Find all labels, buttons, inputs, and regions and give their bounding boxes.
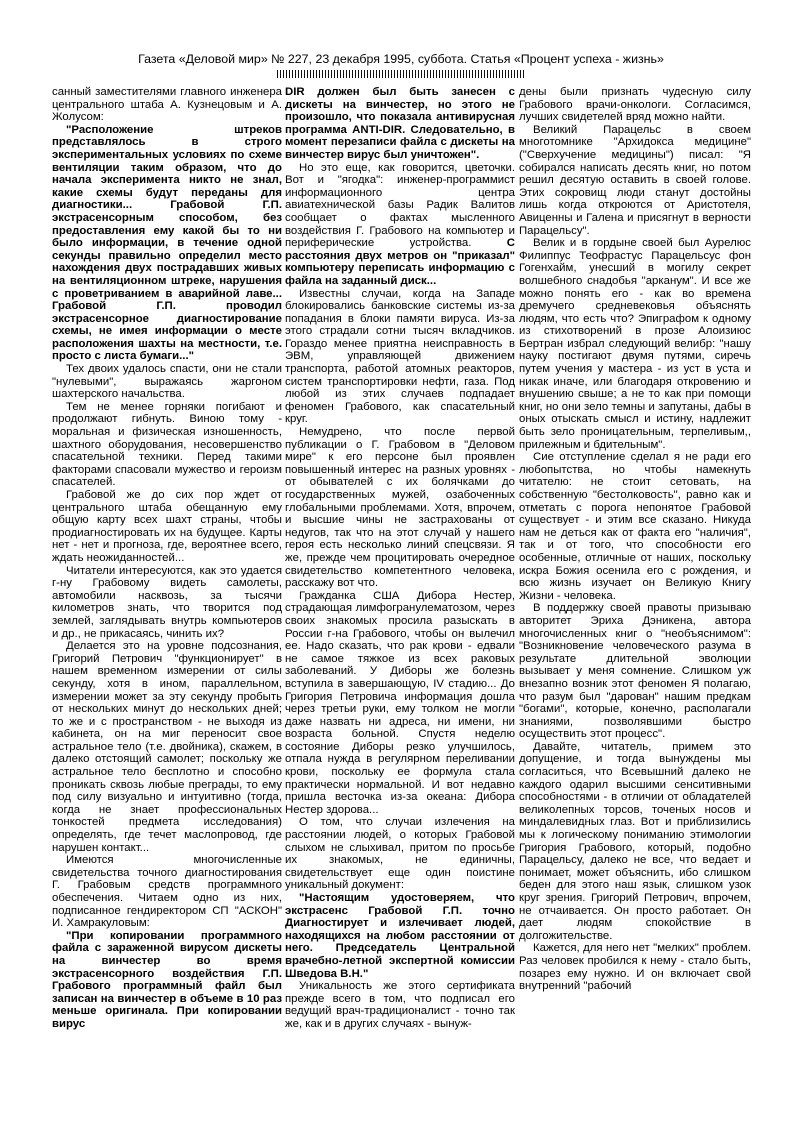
paragraph: Читатели интересуются, как это удается г-ну Грабовому видеть самолеты, автомобили насквозь, за тысячи километров знать, что творится под землей, заглядывать внутрь компьютеров и др., не прикасаясь, чинить их? [52,564,282,640]
paragraph: Тем не менее горняки погибают и продолжают гибнуть. Виною тому - моральная и физическая изношенность, шахтного оборудования, несовершенство спасательной техники. Перед такими факторами спасовали мужество и героизм спасателей. [52,400,282,489]
paragraph-text: Но это еще, как говорится, цветочки. Вот и "ягодка": инженер-программист информационного центра авиатехнической базы Радик Валитов сообщает о фактах мысленного воздействия Г. Грабового на компьютер и периферические устройства. [285,161,515,250]
paragraph: Грабовой же до сих пор ждет от центрального штаба обещанную ему общую карту всех шахт страны, чтобы продиагностировать их на будущее. Карты нет - нет и прогноза, где, вероятнее всего, ждать неожиданностей... [52,489,282,564]
paragraph: Имеются многочисленные свидетельства точного диагностирования Г. Грабовым средств программного обеспечения. Читаем одно из них, подписанное гендиректором СП "АСКОН" И. Хамракуловым: [52,854,282,930]
quote-paragraph: "При копировании программного файла с зараженной вирусом дискеты на винчестер во время экстрасенсорного воздействия Г.П. Грабового программный файл был записан на винчестер в объеме в 10 раз меньше оригинала. При копировании вирус [52,929,282,1030]
article-column-3 [519,86,751,1126]
quote-paragraph: "Расположение штреков представлялось в строго экспериментальных условиях по схеме вентиляции таким образом, что до начала эксперимента никто не знал, какие схемы будут переданы для диагностики... Грабовой Г.П. экстрасенсорным способом, без предоставления ему какой бы то ни было информации, в течение одной секунды правильно определил место нахождения двух пострадавших живых на вентиляционном штреке, нарушения с проветриванием в аварийной лаве... Грабовой Г.П. проводил экстрасенсорное диагностирование схемы, не имея информации о месте расположения шахты на местности, т.е. просто с листа бумаги..." [52,123,282,363]
paragraph: Сие отступление сделал я не ради его любопытства, но чтобы намекнуть читателю: не стоит сетовать, на собственную "бестолковость", равно как и отметать с порога непонятое Грабовой существует - и этим все сказано. Никуда нам не деться как от факта его "наличия", так и от того, что способности его особенные, отличные от наших, поскольку искра Божия осенила его с рождения, и всю жизнь изучает он Великую Книгу Жизни - человека. [519,451,751,602]
paragraph-text: как спасательный круг. [285,400,515,426]
paragraph: В поддержку своей правоты призываю авторитет Эриха Дэникена, автора многочисленных книг о "необъяснимом": "Возникновение человеческого разума в результате длительной эволюции вызывает у меня сомнение. Слишком уж внезапно возник этот феномен Я полагаю, что разум был "дарован" нашим предкам "богами", которые, конечно, располагали знаниями, позволявшими быстро осуществить этот процесс". [519,602,751,741]
paragraph: О том, что случаи излечения на расстоянии людей, о которых Грабовой слыхом не слыхивал, притом по просьбе их знакомых, не единичны, свидетельствует еще один поистине уникальный документ: [285,816,515,892]
paragraph: дены были признать чудесную силу Грабового врачи-онкологи. Согласимся, лучших свидетелей вряд можно найти. [519,86,751,124]
quote-paragraph: "Настоящим удостоверяем, что экстрасенс Грабовой Г.П. точно Диагностирует и излечивает людей, находящихся на любом расстоянии от него. Председатель Центральной врачебно-летной экспертной комиссии Шведова В.Н." [285,892,515,980]
paragraph: Великий Парацельс в своем многотомнике "Архидокса медицине" ("Сверхучение медицины") писал: "Я собирался написать десять книг, но потом решил десятую оставить в своей голове. Этих сокровищ люди станут достойны лишь когда откроются от Аристотеля, Авиценны и Галена и присягнут в верности Парацельсу". [519,123,751,237]
paragraph: Велик и в гордыне своей был Аурелюс Филиппус Теофрастус Парацельсус фон Гогенхайм, унесший в могилу секрет волшебного снадобья "арканум". И все же можно понять его - как во времена дремучего средневековья объяснять людям, что есть что? Эпиграфом к одному из стихотворений в прозе Алоизиюс Бертран избрал следующий велибр: "нашу науку постигают двумя путями, сиречь путем учения у мастера - из уст в уста и никак иначе, или благодаря откровению и внушению свыше; а не то как при помощи книг, но они зело темны и запутаны, дабы в оных отыскать смысл и истину, надлежит быть зело проницательным, терпеливым,, прилежным и бдительным". [519,237,751,451]
paragraph [285,288,515,427]
paragraph [285,162,515,288]
bold-text: С расстояния двух метров он "приказал" компьютеру переписать информацию с файла на заданный диск... [285,237,515,287]
paragraph: Немудрено, что после первой публикации о Г. Грабовом в "Деловом мире" к его персоне был проявлен повышенный интерес на разных уровнях - от обывателей с их болячками до государственных мужей, озабоченных глобальными проблемами. Хотя, впрочем, и высшие чины не застрахованы от недугов, так что на этот случай у нашего героя есть несколько линий спецсвязи. Я же, прежде чем процитировать очередное свидетельство компетентного человека, расскажу вот что. [285,426,515,590]
paragraph: санный заместителями главного инженера центрального штаба А. Кузнецовым и А. Жолусом: [52,86,282,124]
header-barcode-rule [277,70,525,78]
page-header: Газета «Деловой мир» № 227, 23 декабря 1995, суббота. Статья «Процент успеха - жизнь» [138,52,664,66]
article-column-2 [285,86,515,1126]
paragraph: Уникальность же этого сертификата прежде всего в том, что подписал его ведущий врач-традиционалист - точно так же, как и в других случаях - вынуж- [285,980,515,1030]
article-column-1 [52,86,282,1126]
paragraph: Тех двоих удалось спасти, они не стали "нулевыми", выражаясь жаргоном шахтерского начальства. [52,363,282,401]
paragraph-text: Известны случаи, когда на Западе блокировались банковские системы из-за попадания в блоки памяти вируса. Из-за этого страдали сотни тысяч вкладчиков. Гораздо менее приятна неисправность в ЭВМ, управляющей движением транспорта, работой атомных реакторов, систем транспортировки нефти, газа. Под любой из этих случаев подпадает феномен Грабового, [285,287,515,413]
paragraph: Давайте, читатель, примем это допущение, и тогда вынуждены мы согласиться, что Всевышний далеко не каждого одарил высшими сенситивными способностями - в отличии от обладателей великолепных торсов, точеных носов и миндалевидных глаз. Вот и приблизились мы к логическому пониманию этимологии Григория Грабового, который, подобно Парацельсу, далеко не все, что ведает и понимает, может объяснить, ибо слишком беден для этого наш язык, слишком узок круг зрения. Григорий Петрович, впрочем, не отчаивается. Он просто работает. Он дает людям спокойствие в долгожительстве. [519,740,751,942]
quote-paragraph: DIR должен был быть занесен с дискеты на винчестер, но этого не произошло, что показала антивирусная программа ANTI-DIR. Следовательно, в момент перезаписи файла с дискеты на винчестер вирус был уничтожен". [285,86,515,161]
paragraph: Кажется, для него нет "мелких" проблем. Раз человек пробился к нему - стало быть, позарез ему нужно. И он включает свой внутренний "рабочий [519,942,751,993]
paragraph: Делается это на уровне подсознания, Григорий Петрович "функционирует" в нашем временном измерении от силы секунду, хотя в ином, параллельном, измерении может за эту секунду пробыть от нескольких минут до нескольких дней; то же и с пространством - не выходя из кабинета, он на миг переносит свое астральное тело (т.е. двойника), скажем, в далеко отстоящий самолет; поскольку же астральное тело бесплотно и способно проникать сквозь любые преграды, то ему под силу визуально и интуитивно (тогда, когда не знает профессиональных тонкостей предмета исследования) определять, где течет маслопровод, где нарушен контакт... [52,640,282,854]
paragraph: Гражданка США Дибора Нестер, страдающая лимфогранулематозом, через своих знакомых просила разыскать в России г-на Грабового, чтобы он вылечил ее. Надо сказать, что рак крови - едвали не самое тяжкое из всех раковых заболеваний. У Диборы же болезнь вступила в завершающую, IV стадию... До Григория Петровича информация дошла через третьи руки, ему толком не могли даже назвать ни адреса, ни имени, ни возраста больной. Спустя неделю состояние Диборы резко улучшилось, отпала нужда в регулярном переливании крови, поскольку ее формула стала практически нормальной. И вот недавно пришла весточка из-за океана: Дибора Нестер здорова... [285,589,515,816]
